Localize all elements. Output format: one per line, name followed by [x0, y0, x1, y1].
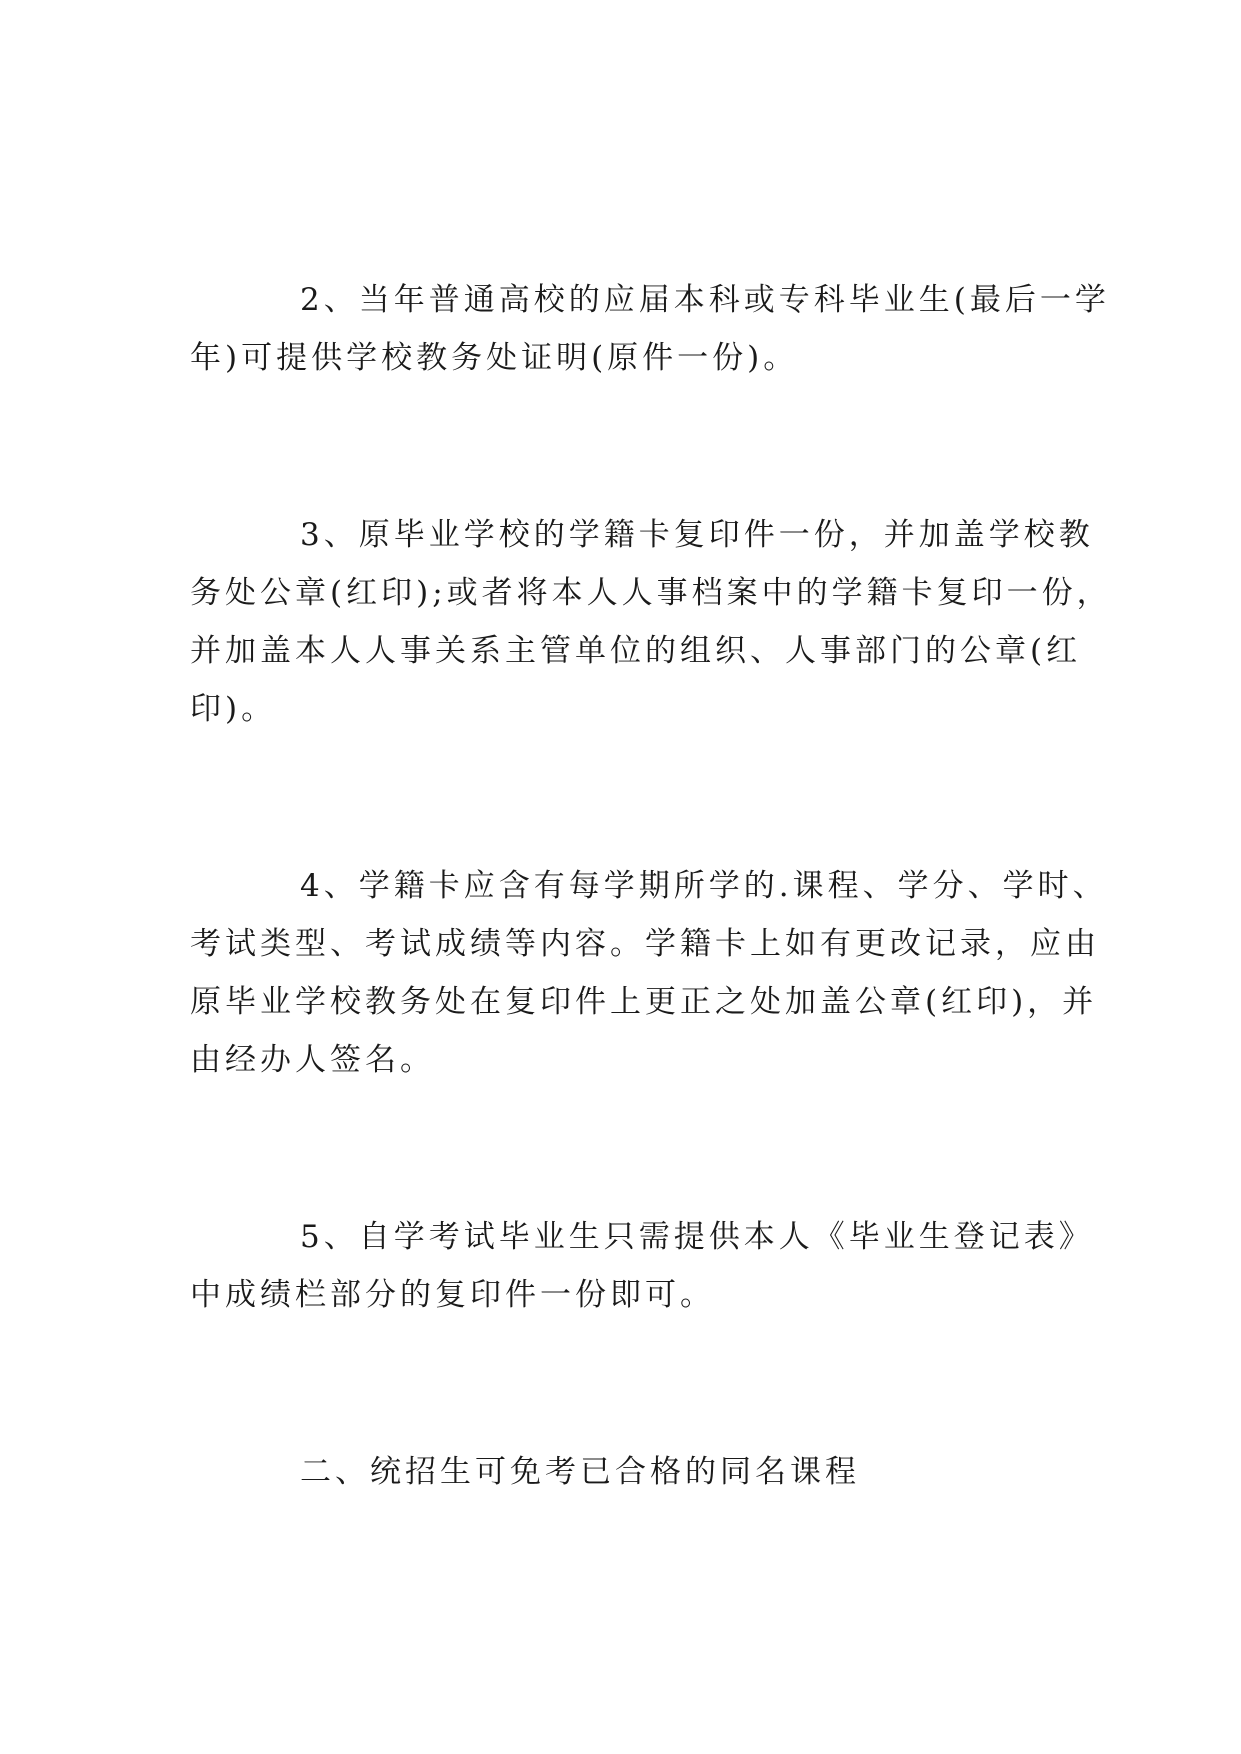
paragraph-4-line-1: 4、学籍卡应含有每学期所学的.课程、学分、学时、 [300, 868, 1108, 904]
paragraph-3-line-4: 印)。 [190, 691, 277, 727]
section-heading: 二、统招生可免考已合格的同名课程 [300, 1454, 860, 1490]
paragraph-3-line-2: 务处公章(红印);或者将本人人事档案中的学籍卡复印一份， [190, 575, 1112, 611]
paragraph-5-line-1: 5、自学考试毕业生只需提供本人《毕业生登记表》 [300, 1219, 1094, 1255]
paragraph-5-line-2: 中成绩栏部分的复印件一份即可。 [190, 1277, 715, 1313]
paragraph-2-line-2: 年)可提供学校教务处证明(原件一份)。 [190, 340, 799, 376]
paragraph-2-line-1: 2、当年普通高校的应届本科或专科毕业生(最后一学 [300, 282, 1110, 318]
paragraph-3-line-1: 3、原毕业学校的学籍卡复印件一份，并加盖学校教 [300, 517, 1094, 553]
paragraph-4-line-4: 由经办人签名。 [190, 1042, 435, 1078]
paragraph-4-line-3: 原毕业学校教务处在复印件上更正之处加盖公章(红印)，并 [190, 984, 1098, 1020]
paragraph-4-line-2: 考试类型、考试成绩等内容。学籍卡上如有更改记录，应由 [190, 926, 1100, 962]
paragraph-3-line-3: 并加盖本人人事关系主管单位的组织、人事部门的公章(红 [190, 633, 1082, 669]
